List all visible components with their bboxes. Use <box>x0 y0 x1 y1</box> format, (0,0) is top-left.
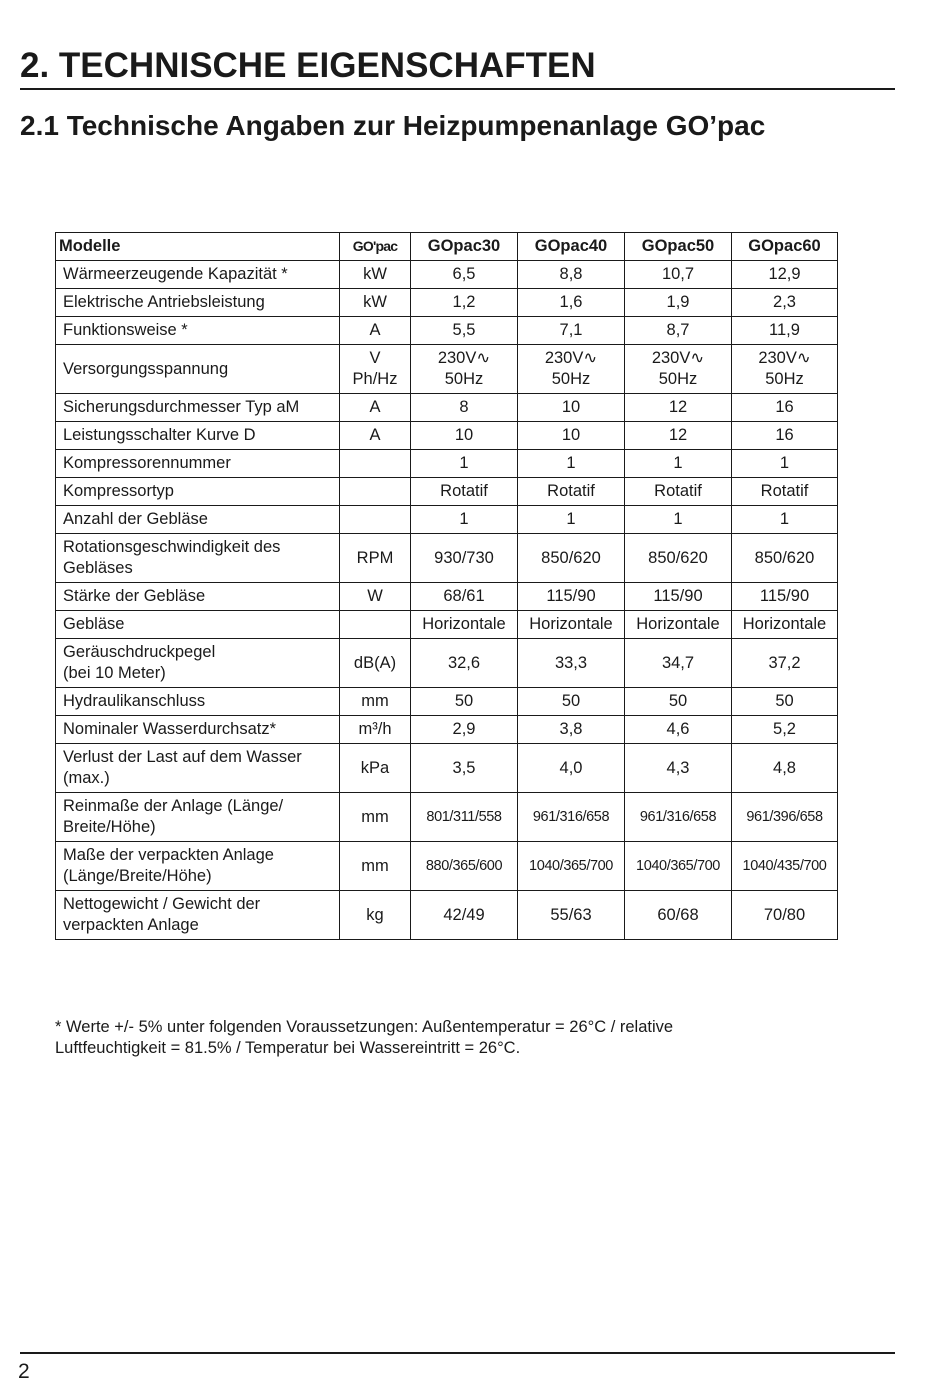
row-label: Funktionsweise * <box>56 317 340 345</box>
row-value: Horizontale <box>411 611 518 639</box>
row-value: Rotatif <box>732 478 838 506</box>
row-value: 850/620 <box>732 534 838 583</box>
row-value: 4,6 <box>625 716 732 744</box>
row-label: Gebläse <box>56 611 340 639</box>
row-label: Nominaler Wasserdurchsatz* <box>56 716 340 744</box>
row-value: 1 <box>625 506 732 534</box>
row-value: 961/316/658 <box>625 793 732 842</box>
table-row <box>56 506 838 534</box>
row-unit: mm <box>340 793 411 842</box>
row-value: 230V∿ 50Hz <box>625 345 732 394</box>
row-value: 3,5 <box>411 744 518 793</box>
row-unit: kW <box>340 261 411 289</box>
row-value: 12 <box>625 394 732 422</box>
header-model-gopac50: GOpac50 <box>625 233 732 261</box>
row-unit: A <box>340 394 411 422</box>
row-value: 32,6 <box>411 639 518 688</box>
row-value: 961/396/658 <box>732 793 838 842</box>
row-unit: W <box>340 583 411 611</box>
table-row <box>56 688 838 716</box>
row-value: 8,8 <box>518 261 625 289</box>
chapter-title: 2. TECHNISCHE EIGENSCHAFTEN <box>20 46 596 85</box>
row-value: 1 <box>732 506 838 534</box>
row-label: Stärke der Gebläse <box>56 583 340 611</box>
row-value: 4,8 <box>732 744 838 793</box>
section-title: 2.1 Technische Angaben zur Heizpumpenanlage GO’pac <box>20 110 766 141</box>
row-label: Elektrische Antriebsleistung <box>56 289 340 317</box>
row-unit <box>340 611 411 639</box>
table-header-row <box>56 233 838 261</box>
row-value: 850/620 <box>625 534 732 583</box>
row-label: Versorgungsspannung <box>56 345 340 394</box>
row-value: 2,9 <box>411 716 518 744</box>
table-row <box>56 394 838 422</box>
row-value: 10 <box>411 422 518 450</box>
row-value: 230V∿ 50Hz <box>518 345 625 394</box>
row-value: 10 <box>518 422 625 450</box>
row-value: 230V∿ 50Hz <box>411 345 518 394</box>
row-value: 37,2 <box>732 639 838 688</box>
footnote: * Werte +/- 5% unter folgenden Voraussetzungen: Außentemperatur = 26°C / relative Luftfeuchtigkeit = 81.5% / Temperatur bei Wassereintritt = 26°C. <box>55 1018 674 1057</box>
row-value: 10 <box>518 394 625 422</box>
row-value: 1 <box>411 450 518 478</box>
table-row <box>56 639 838 688</box>
row-value: 2,3 <box>732 289 838 317</box>
row-value: 8 <box>411 394 518 422</box>
row-unit: kW <box>340 289 411 317</box>
row-value: 1040/365/700 <box>625 842 732 891</box>
row-label: Verlust der Last auf dem Wasser (max.) <box>56 744 340 793</box>
row-label: Kompressorennummer <box>56 450 340 478</box>
row-label: Maße der verpackten Anlage (Länge/Breite/Höhe) <box>56 842 340 891</box>
table-row <box>56 842 838 891</box>
row-label: Anzahl der Gebläse <box>56 506 340 534</box>
row-value: 1 <box>625 450 732 478</box>
row-value: 1,6 <box>518 289 625 317</box>
row-unit: mm <box>340 842 411 891</box>
row-label: Kompressortyp <box>56 478 340 506</box>
row-value: 1 <box>518 506 625 534</box>
row-value: Horizontale <box>732 611 838 639</box>
row-value: 3,8 <box>518 716 625 744</box>
table-row <box>56 317 838 345</box>
row-value: 880/365/600 <box>411 842 518 891</box>
row-value: 42/49 <box>411 891 518 940</box>
row-value: 7,1 <box>518 317 625 345</box>
table-row <box>56 891 838 940</box>
table-row <box>56 422 838 450</box>
row-value: 55/63 <box>518 891 625 940</box>
row-unit: dB(A) <box>340 639 411 688</box>
page-number: 2 <box>18 1360 30 1383</box>
row-value: 115/90 <box>518 583 625 611</box>
row-value: 11,9 <box>732 317 838 345</box>
row-value: Rotatif <box>411 478 518 506</box>
row-value: 10,7 <box>625 261 732 289</box>
row-value: 115/90 <box>625 583 732 611</box>
row-unit <box>340 506 411 534</box>
row-value: 115/90 <box>732 583 838 611</box>
row-value: 50 <box>518 688 625 716</box>
row-value: 850/620 <box>518 534 625 583</box>
row-value: 50 <box>625 688 732 716</box>
row-value: 68/61 <box>411 583 518 611</box>
row-value: 60/68 <box>625 891 732 940</box>
row-value: 1 <box>411 506 518 534</box>
row-value: 961/316/658 <box>518 793 625 842</box>
header-model-gopac40: GOpac40 <box>518 233 625 261</box>
header-brand-logo: GO'pac <box>340 233 411 261</box>
row-value: 8,7 <box>625 317 732 345</box>
table-row <box>56 289 838 317</box>
row-label: Wärmeerzeugende Kapazität * <box>56 261 340 289</box>
row-unit: mm <box>340 688 411 716</box>
table-body <box>56 261 838 940</box>
row-label: Leistungsschalter Kurve D <box>56 422 340 450</box>
row-value: 34,7 <box>625 639 732 688</box>
row-value: 6,5 <box>411 261 518 289</box>
row-value: 70/80 <box>732 891 838 940</box>
row-value: 16 <box>732 422 838 450</box>
header-model-gopac60: GOpac60 <box>732 233 838 261</box>
row-unit: A <box>340 317 411 345</box>
row-value: 5,2 <box>732 716 838 744</box>
row-value: 1,2 <box>411 289 518 317</box>
table-row <box>56 478 838 506</box>
row-label: Geräuschdruckpegel (bei 10 Meter) <box>56 639 340 688</box>
row-label: Sicherungsdurchmesser Typ aM <box>56 394 340 422</box>
row-unit: m³/h <box>340 716 411 744</box>
table-row <box>56 534 838 583</box>
row-value: 4,3 <box>625 744 732 793</box>
row-value: 1 <box>732 450 838 478</box>
row-value: 930/730 <box>411 534 518 583</box>
row-value: Rotatif <box>518 478 625 506</box>
row-value: 16 <box>732 394 838 422</box>
row-unit: kg <box>340 891 411 940</box>
row-unit <box>340 450 411 478</box>
table-row <box>56 450 838 478</box>
table-row <box>56 744 838 793</box>
footer-divider <box>20 1352 895 1354</box>
row-unit <box>340 478 411 506</box>
row-value: 1,9 <box>625 289 732 317</box>
chapter-divider <box>20 88 895 90</box>
row-label: Reinmaße der Anlage (Länge/ Breite/Höhe) <box>56 793 340 842</box>
row-value: 12,9 <box>732 261 838 289</box>
row-unit: A <box>340 422 411 450</box>
table-row <box>56 793 838 842</box>
row-unit: RPM <box>340 534 411 583</box>
table-row <box>56 261 838 289</box>
row-value: 1040/365/700 <box>518 842 625 891</box>
row-value: Horizontale <box>518 611 625 639</box>
row-value: 801/311/558 <box>411 793 518 842</box>
table-row <box>56 716 838 744</box>
row-unit: kPa <box>340 744 411 793</box>
row-value: Rotatif <box>625 478 732 506</box>
table-row <box>56 345 838 394</box>
row-value: 50 <box>411 688 518 716</box>
table-row <box>56 611 838 639</box>
technical-specs-table <box>55 232 838 940</box>
row-value: 12 <box>625 422 732 450</box>
row-label: Nettogewicht / Gewicht der verpackten Anlage <box>56 891 340 940</box>
row-value: 1 <box>518 450 625 478</box>
row-value: Horizontale <box>625 611 732 639</box>
row-label: Hydraulikanschluss <box>56 688 340 716</box>
row-value: 4,0 <box>518 744 625 793</box>
row-value: 5,5 <box>411 317 518 345</box>
row-value: 33,3 <box>518 639 625 688</box>
row-value: 1040/435/700 <box>732 842 838 891</box>
row-value: 50 <box>732 688 838 716</box>
row-unit: V Ph/Hz <box>340 345 411 394</box>
table-row <box>56 583 838 611</box>
row-label: Rotationsgeschwindigkeit des Gebläses <box>56 534 340 583</box>
header-models-label: Modelle <box>56 233 340 261</box>
header-model-gopac30: GOpac30 <box>411 233 518 261</box>
row-value: 230V∿ 50Hz <box>732 345 838 394</box>
